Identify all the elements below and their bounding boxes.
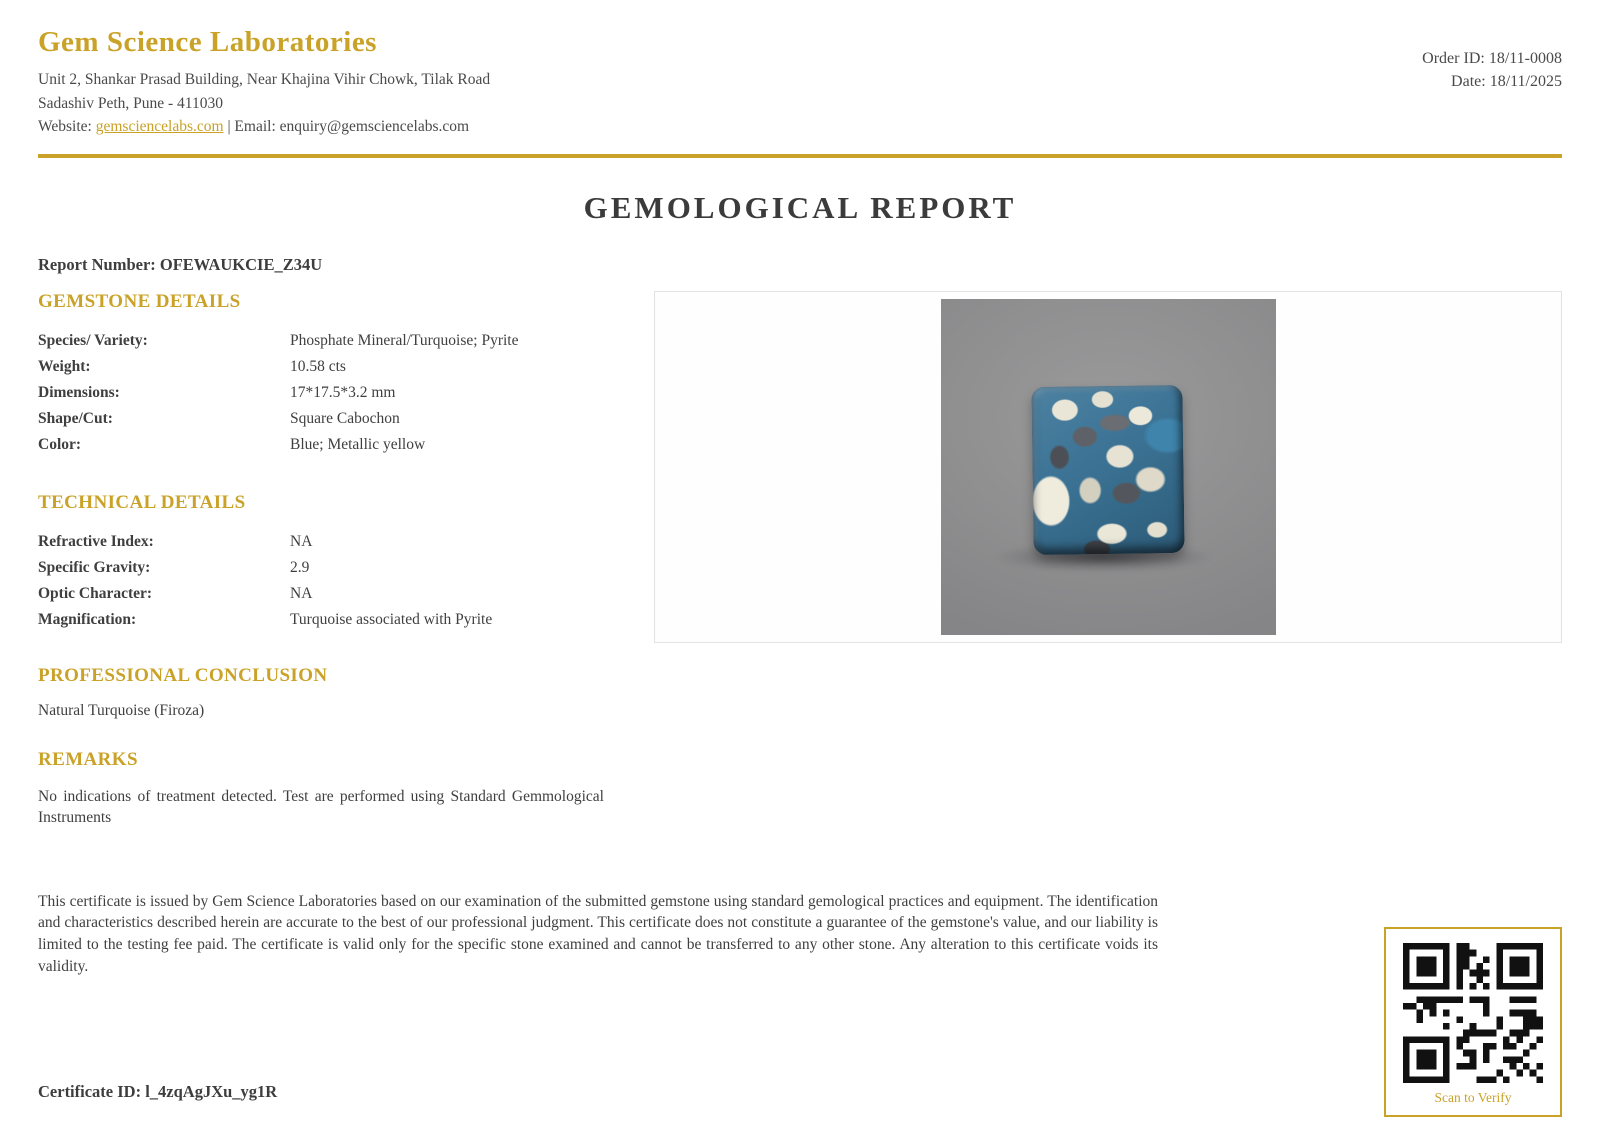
gemstone-details-section xyxy=(38,291,654,458)
detail-value: 10.58 cts xyxy=(290,357,346,375)
detail-label: Weight: xyxy=(38,357,91,375)
professional-conclusion-section xyxy=(38,665,1562,720)
website-link[interactable]: gemsciencelabs.com xyxy=(95,118,224,135)
detail-row xyxy=(38,555,654,581)
detail-label: Color: xyxy=(38,435,82,453)
detail-label: Shape/Cut: xyxy=(38,409,113,427)
detail-row xyxy=(38,581,654,607)
gemstone-details-table xyxy=(38,328,654,458)
detail-value: NA xyxy=(290,584,313,602)
detail-value: NA xyxy=(290,532,313,550)
detail-row xyxy=(38,328,654,354)
certificate-id xyxy=(38,1082,1158,1102)
header xyxy=(38,26,1562,142)
detail-row xyxy=(38,529,654,555)
report-number-value: OFEWAUKCIE_Z34U xyxy=(159,254,323,274)
order-id: Order ID: 18/11-0008 xyxy=(1422,50,1562,67)
contact-separator: | xyxy=(227,118,231,135)
professional-conclusion-text: Natural Turquoise (Firoza) xyxy=(38,701,205,719)
detail-value: Phosphate Mineral/Turquoise; Pyrite xyxy=(290,331,519,349)
technical-details-table xyxy=(38,529,654,633)
remarks-heading: REMARKS xyxy=(38,748,138,770)
detail-row xyxy=(38,607,654,633)
certificate-id-label: Certificate ID: xyxy=(38,1081,142,1101)
qr-verify-box xyxy=(1384,927,1562,1117)
footer-row xyxy=(38,891,1562,1117)
detail-row xyxy=(38,380,654,406)
professional-conclusion-heading: PROFESSIONAL CONCLUSION xyxy=(38,664,328,686)
lab-name: Gem Science Laboratories xyxy=(38,26,377,58)
report-number-label: Report Number: xyxy=(38,254,156,274)
address-line-2: Sadashiv Peth, Pune - 411030 xyxy=(38,94,223,112)
detail-value: 2.9 xyxy=(290,558,310,576)
technical-details-heading: TECHNICAL DETAILS xyxy=(38,491,246,513)
report-number xyxy=(38,255,1562,275)
detail-label: Dimensions: xyxy=(38,383,120,401)
disclaimer-text: This certificate is issued by Gem Science Laboratories based on our examination of the submitted gemstone using standard gemological practices and equipment. The identification and characteristics described herein are accurate to the best of our professional judgment. This certificate does not constitute a guarantee of the gemstone's value, and our liability is limited to the testing fee paid. The certificate is valid only for the specific stone examined and cannot be transferred to any other stone. Any alteration to this certificate voids its validity. xyxy=(38,892,1158,975)
qr-caption: Scan to Verify xyxy=(1434,1089,1512,1105)
detail-value: Turquoise associated with Pyrite xyxy=(290,610,493,628)
detail-label: Specific Gravity: xyxy=(38,558,151,576)
order-info xyxy=(1422,26,1562,93)
gemstone-photo-frame xyxy=(654,291,1562,643)
details-column xyxy=(38,291,654,643)
website-label: Website: xyxy=(38,118,92,135)
detail-label: Optic Character: xyxy=(38,584,153,602)
certificate-id-value: l_4zqAgJXu_yg1R xyxy=(145,1081,278,1101)
qr-code xyxy=(1403,943,1543,1083)
order-date: Date: 18/11/2025 xyxy=(1451,73,1562,90)
detail-row xyxy=(38,432,654,458)
contact-line xyxy=(38,118,490,136)
lab-brand-block xyxy=(38,26,490,142)
detail-label: Species/ Variety: xyxy=(38,331,148,349)
gemstone-photo xyxy=(941,299,1276,635)
address-line-1: Unit 2, Shankar Prasad Building, Near Khajina Vihir Chowk, Tilak Road xyxy=(38,71,491,88)
detail-label: Refractive Index: xyxy=(38,532,154,550)
remarks-section xyxy=(38,749,1562,829)
gemstone-details-heading: GEMSTONE DETAILS xyxy=(38,290,241,312)
detail-value: Blue; Metallic yellow xyxy=(290,435,426,453)
detail-row xyxy=(38,354,654,380)
report-title: GEMOLOGICAL REPORT xyxy=(583,189,1017,225)
footer-left xyxy=(38,891,1158,1102)
detail-row xyxy=(38,406,654,432)
detail-label: Magnification: xyxy=(38,610,137,628)
email-text: enquiry@gemsciencelabs.com xyxy=(279,118,470,135)
email-label: Email: xyxy=(234,118,276,135)
details-and-photo-row xyxy=(38,291,1562,643)
header-divider xyxy=(38,154,1562,158)
detail-value: Square Cabochon xyxy=(290,409,400,427)
gemstone-image xyxy=(1031,384,1184,554)
detail-value: 17*17.5*3.2 mm xyxy=(290,383,396,401)
remarks-text: No indications of treatment detected. Test are performed using Standard Gemmological Instruments xyxy=(38,787,604,826)
technical-details-section xyxy=(38,492,654,633)
